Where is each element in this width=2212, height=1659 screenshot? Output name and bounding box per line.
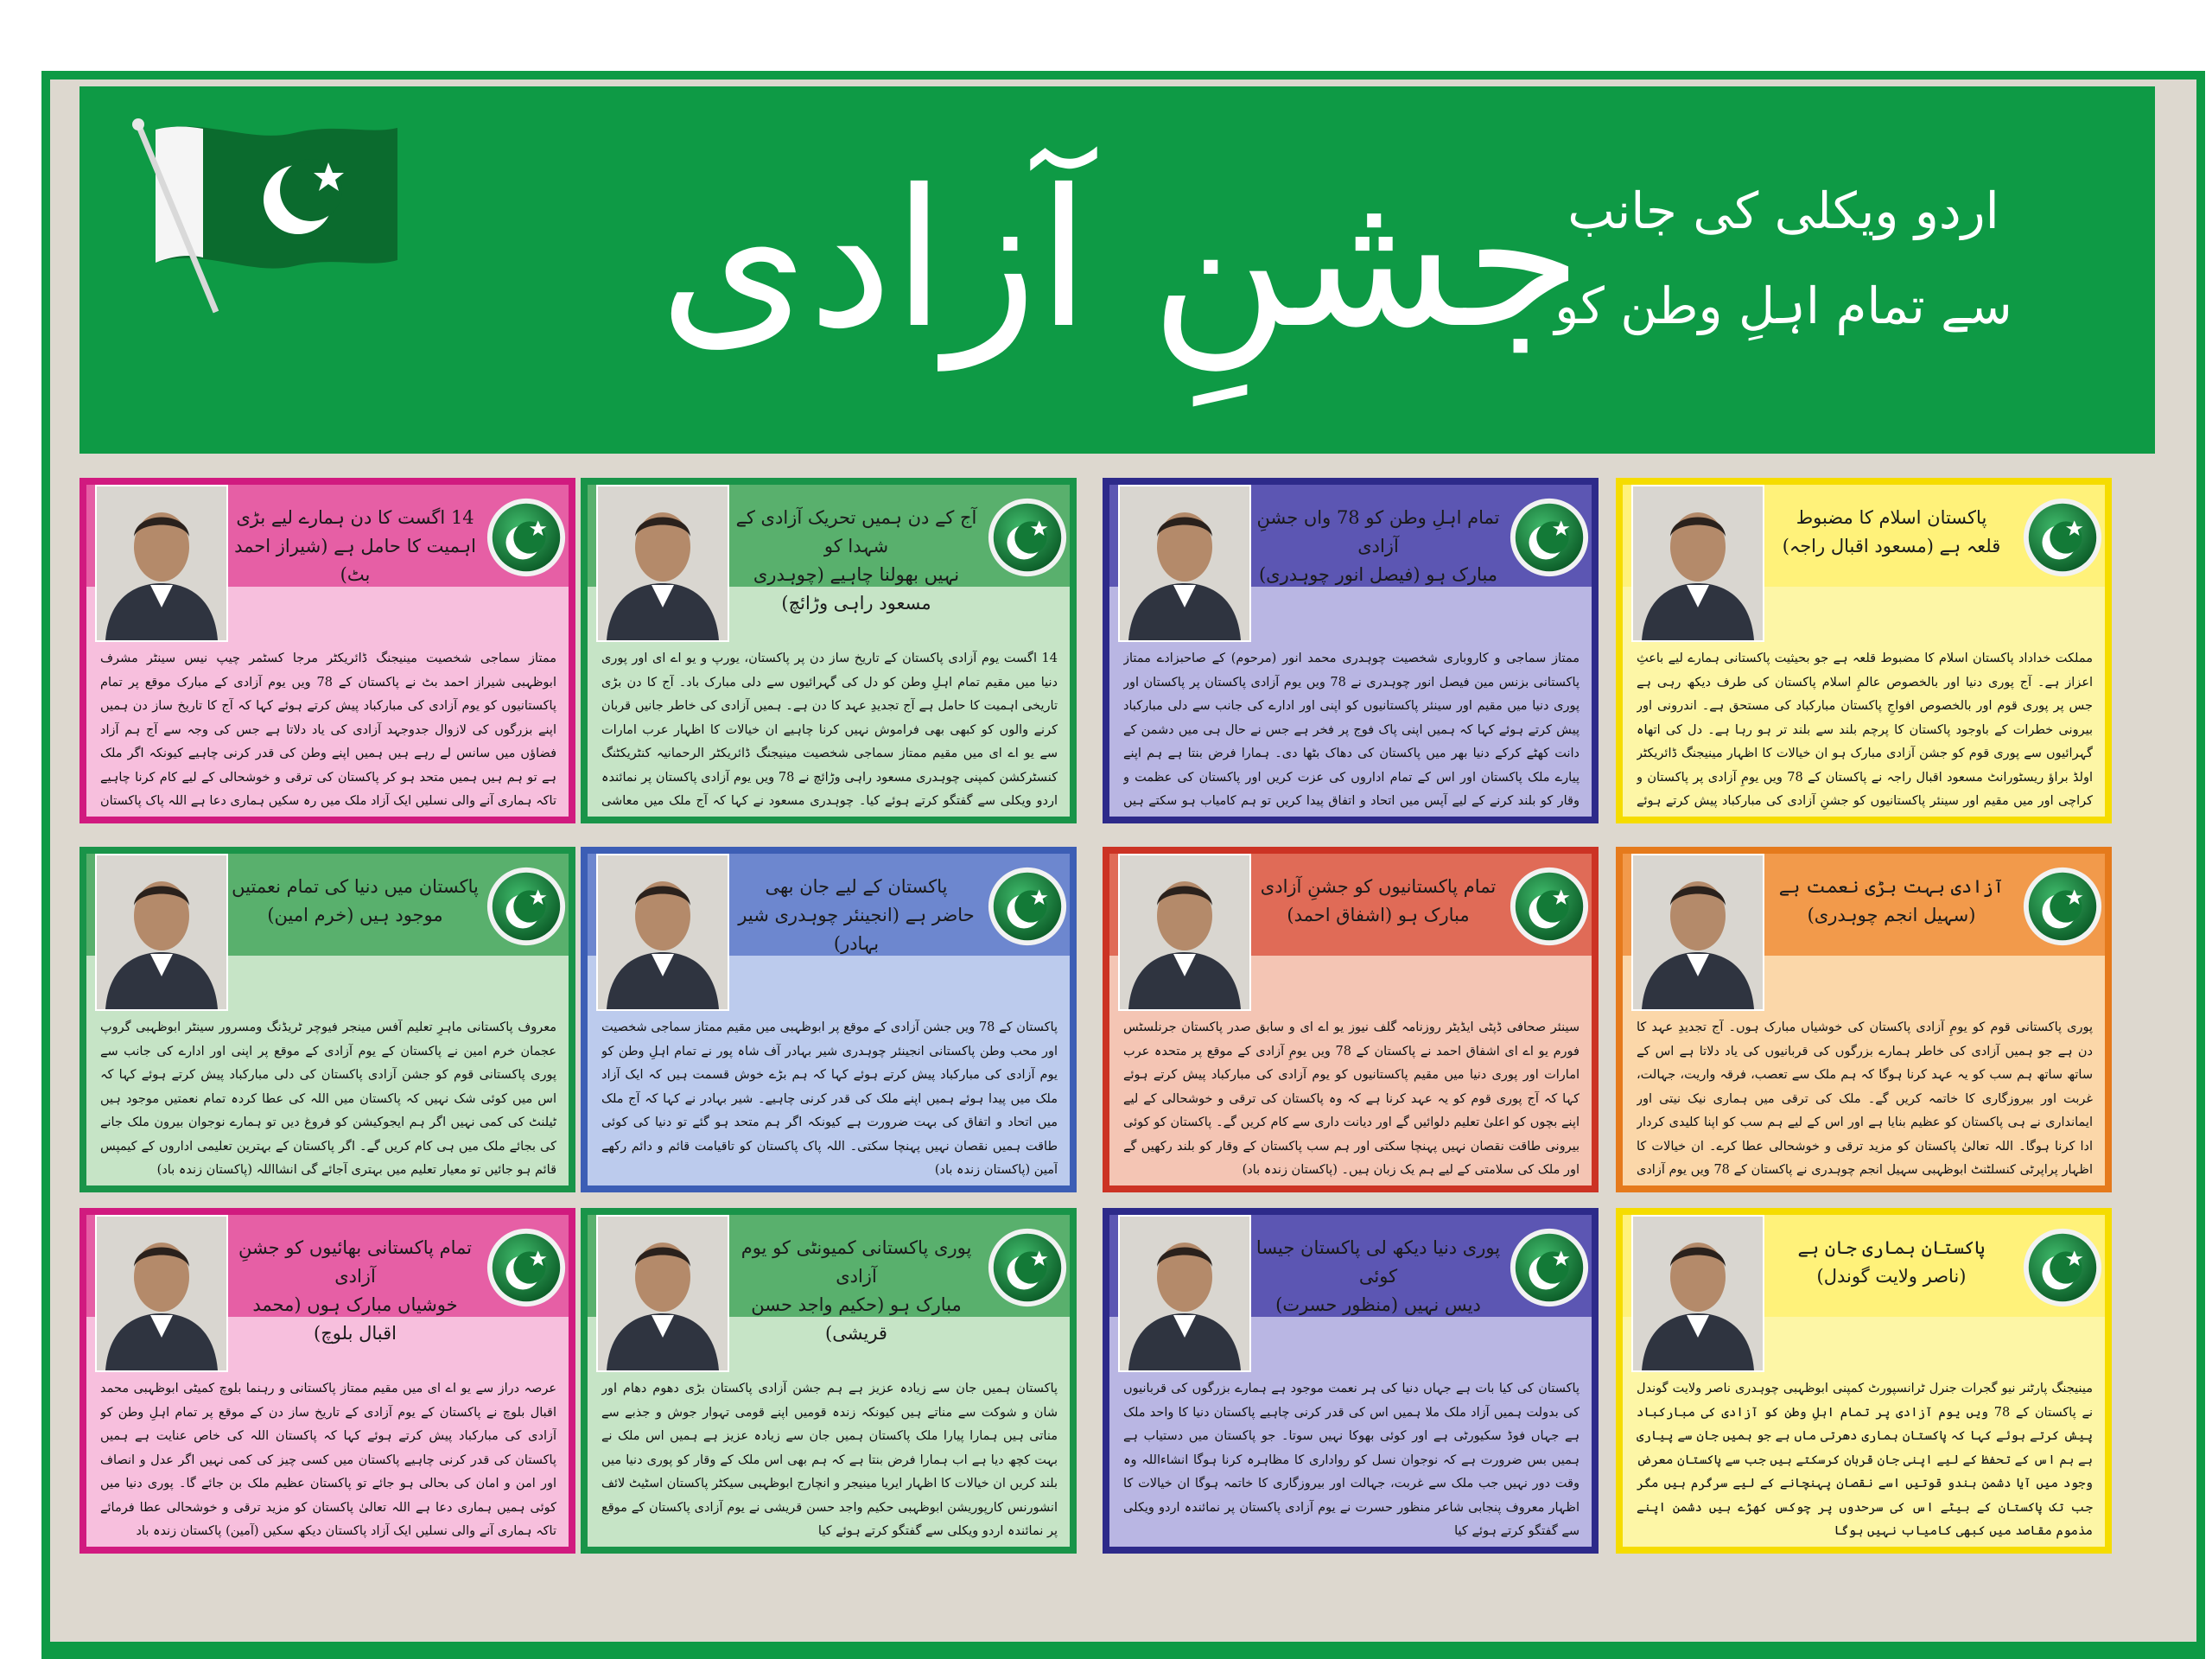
moon-star-badge-icon xyxy=(2020,495,2105,580)
portrait-silhouette-icon xyxy=(1633,1217,1763,1370)
portrait-photo xyxy=(1631,854,1764,1011)
card-heading xyxy=(232,504,479,589)
card-heading-line-1: تمام پاکستانی بھائیوں کو جشنِ آزادی xyxy=(238,1237,473,1287)
pakistan-flag-icon xyxy=(121,118,406,316)
card-heading xyxy=(1255,873,1502,930)
card-heading-line-1: پاکستان کے لیے جان بھی xyxy=(765,876,948,897)
moon-star-badge-icon xyxy=(484,1225,569,1310)
portrait-silhouette-icon xyxy=(97,855,226,1009)
card-body-text: پاکستان ہمیں جان سے زیادہ عزیز ہے ہم جشن آزادی پاکستان بڑی دھوم دھام اور شان و شوکت سے مناتے ہیں کیونکہ زندہ قومیں اپنے قومی تہوار جوش و جذبے سے مناتی ہیں ہمارا پیارا ملک پاکستان ہمیں جان سے زیادہ عزیز ہے ہمیں اس ملک نے بہت کچھ دیا ہے اب ہمارا فرض بنتا ہے کہ ہم بھی اس ملک کے وقار کو پوری دنیا میں بلند کریں ان خیالات کا اظہار ایریا مینیجر و انچارج ابوظہبی سیکٹر پاکستان اسٹیٹ لائف انشورنس کارپوریشن ابوظہبی حکیم واجد حسن قریشی نے یوم آزادی پاکستان کے موقع پر نمائندہ اردو ویکلی سے گفتگو کرتے ہوئے کیا xyxy=(601,1382,1058,1538)
message-card xyxy=(1103,1208,1599,1554)
message-card xyxy=(1103,847,1599,1192)
card-heading-line-2: (سہیل انجم چوہدری) xyxy=(1807,905,1976,925)
portrait-silhouette-icon xyxy=(1120,1217,1249,1370)
message-card xyxy=(1616,1208,2112,1554)
moon-star-badge-icon xyxy=(1507,864,1592,949)
portrait-silhouette-icon xyxy=(97,1217,226,1370)
message-card xyxy=(79,478,575,823)
portrait-silhouette-icon xyxy=(1120,855,1249,1009)
portrait-photo xyxy=(1118,485,1251,642)
portrait-silhouette-icon xyxy=(598,1217,728,1370)
portrait-silhouette-icon xyxy=(1633,486,1763,640)
portrait-photo xyxy=(95,1215,228,1372)
portrait-photo xyxy=(95,485,228,642)
card-body-text: 14 اگست یوم آزادی پاکستان کے تاریخ ساز دن پر پاکستان، یورپ و یو اے ای اور پوری دنیا میں مقیم تمام اہلِ وطن کو دل کی گہرائیوں سے دلی مبارک باد۔ آج کا دن بڑی تاریخی اہمیت کا حامل ہے آج تجدیدِ عہد کا دن ہے۔ ہمیں آزادی کی خاطر جانیں قربان کرنے والوں کو کبھی بھی فراموش نہیں کرنا چاہیے ان خیالات کا اظہار عرب امارات سے یو اے ای میں مقیم ممتاز سماجی شخصیت مینیجنگ ڈائریکٹر الرحمانیہ کنٹریکٹنگ کنسٹرکشن کمپنی چوہدری مسعود راہی وڑائچ نے 78 ویں یوم آزادی پاکستان پر نمائندہ اردو ویکلی سے گفتگو کرتے ہوئے کیا۔ چوہدری مسعود نے کہا کہ آج ملک میں معاشی xyxy=(601,652,1058,808)
card-body-text: پاکستان کے 78 ویں جشن آزادی کے موقع پر ابوظہبی میں مقیم ممتاز سماجی شخصیت اور محب وطن پاکستانی انجینئر چوہدری شیر بہادر آف شاہ پور نے تمام اہلِ وطن کو یوم آزادی کی مبارکباد پیش کرتے ہوئے کہا کہ ہم بڑے خوش قسمت ہیں کہ ایک آزاد ملک میں پیدا ہوئے ہمیں اپنے ملک کی قدر کرنی چاہیے۔ شیر بہادر نے کہا کہ آج ملک میں اتحاد و اتفاق کی بہت ضرورت ہے کیونکہ اگر ہم متحد ہو گئے تو دنیا کی کوئی طاقت ہمیں نقصان نہیں پہنچا سکتی۔ اللہ پاک پاکستان کو تاقیامت قائم و دائم رکھے آمین (پاکستان زندہ باد) xyxy=(601,1020,1058,1177)
moon-star-badge-icon xyxy=(484,864,569,949)
portrait-photo xyxy=(596,1215,729,1372)
card-body-text: سینئر صحافی ڈپٹی ایڈیٹر روزنامہ گلف نیوز یو اے ای و سابق صدر پاکستان جرنلسٹس فورم یو اے ای اشفاق احمد نے پاکستان کے 78 ویں یومِ آزادی کے موقع پر متحدہ عرب امارات اور پوری دنیا میں مقیم پاکستانیوں کو یوم آزادی کی مبارکباد پیش کرتے ہوئے کہا کہ آج پوری قوم کو یہ عہد کرنا ہے کہ وہ پاکستان کی ترقی و خوشحالی کے لیے اپنے بچوں کو اعلیٰ تعلیم دلوائیں گے اور دیانت داری سے کام کریں گے۔ پاکستان کو کوئی بیرونی طاقت نقصان نہیں پہنچا سکتی اور ہم سب پاکستان کے وقار کو بلند رکھیں گے اور ملک کی سلامتی کے لیے ہم یک زبان ہیں۔ (پاکستان زندہ باد) xyxy=(1123,1020,1580,1177)
portrait-photo xyxy=(1118,854,1251,1011)
moon-star-badge-icon xyxy=(1507,1225,1592,1310)
card-heading-line-2: خوشیاں مبارک ہوں (محمد اقبال بلوچ) xyxy=(252,1294,458,1344)
moon-star-badge-icon xyxy=(2020,864,2105,949)
card-heading-line-2: قلعہ ہے (مسعود اقبال راجہ) xyxy=(1782,536,2001,556)
card-heading-line-1: تمام پاکستانیوں کو جشنِ آزادی xyxy=(1260,876,1497,897)
card-heading-line-2: مبارک ہو (فیصل انور چوہدری) xyxy=(1258,564,1498,585)
card-heading-line-2: نہیں بھولنا چاہیے (چوہدری مسعود راہی وڑائچ) xyxy=(753,564,960,613)
portrait-photo xyxy=(1631,485,1764,642)
card-heading-line-2: دیس نہیں (منظور حسرت) xyxy=(1275,1294,1481,1315)
header-banner xyxy=(79,86,2155,454)
portrait-photo xyxy=(596,485,729,642)
message-card xyxy=(581,478,1077,823)
moon-star-badge-icon xyxy=(985,495,1070,580)
card-heading-line-2: مبارک ہو (حکیم واجد حسن قریشی) xyxy=(751,1294,962,1344)
portrait-silhouette-icon xyxy=(1633,855,1763,1009)
card-heading xyxy=(1768,873,2015,930)
card-heading-line-2: اہمیت کا حامل ہے (شیراز احمد بٹ) xyxy=(234,536,476,585)
card-heading xyxy=(1255,1234,1502,1319)
message-card xyxy=(581,847,1077,1192)
card-heading xyxy=(733,873,980,958)
card-heading xyxy=(733,504,980,618)
card-heading-line-2: (ناصر ولایت گوندل) xyxy=(1816,1266,1967,1287)
card-body-text: ممتاز سماجی و کاروباری شخصیت چوہدری محمد انور (مرحوم) کے صاحبزادے ممتاز پاکستانی بزنس مین فیصل انور چوہدری نے 78 ویں یوم آزادی پاکستان پر پاکستان اور پوری دنیا میں مقیم اور سینئر پاکستانیوں کو اپنی اور ادارے کی جانب سے دلی مبارکباد پیش کرتے ہوئے کہا کہ ہمیں اپنی پاک فوج پر فخر ہے جس نے حال ہی میں دشمن کے دانت کھٹے کرکے دنیا بھر میں پاکستان کی دھاک بٹھا دی۔ ہمارا فرض بنتا ہے ہم اپنے پیارے ملک پاکستان اور اس کے تمام اداروں کی عزت کریں اور پاکستان کی عظمت و وقار کو بلند کرنے کے لیے آپس میں اتحاد و اتفاق پیدا کریں تو ہم کامیاب ہو سکتے ہیں xyxy=(1123,652,1580,808)
portrait-photo xyxy=(596,854,729,1011)
card-heading-line-1: آج کے دن ہمیں تحریک آزادی کے شہدا کو xyxy=(735,507,977,556)
message-card xyxy=(1616,478,2112,823)
portrait-photo xyxy=(95,854,228,1011)
portrait-silhouette-icon xyxy=(598,486,728,640)
card-body-text: پاکستان کی کیا بات ہے جہاں دنیا کی ہر نعمت موجود ہے ہمارے بزرگوں کی قربانیوں کی بدولت ہمیں آزاد ملک ملا ہمیں اس کی قدر کرنی چاہیے پاکستان دنیا کا واحد ملک ہے جہاں فوڈ سکیورٹی ہے اور کوئی بھوکا نہیں سوتا۔ جو پاکستان میں دستیاب ہے ہمیں بس ضرورت ہے کہ نوجوان نسل کو رواداری کا مظاہرہ کرنا ہوگا انشاءاللہ وہ وقت دور نہیں جب ملک سے غربت، جہالت اور بیروزگاری کا خاتمہ ہوگا ان خیالات کا اظہار معروف پنجابی شاعر منظور حسرت نے یوم آزادی پاکستان پر نمائندہ اردو ویکلی سے گفتگو کرتے ہوئے کیا xyxy=(1123,1382,1580,1538)
card-body-text: پوری پاکستانی قوم کو یومِ آزادی پاکستان کی خوشیاں مبارک ہوں۔ آج تجدیدِ عہد کا دن ہے جو ہمیں آزادی کی خاطر ہمارے بزرگوں کی قربانیوں کی یاد دلاتا ہے اس کے ساتھ ساتھ ہم سب کو یہ عہد کرنا ہوگا کہ ہم ملک سے تعصب، فرقہ واریت، جہالت، غربت اور بیروزگاری کا خاتمہ کریں گے۔ ملک کی ترقی میں ہماری نیک نیتی اور ایمانداری نے ہی پاکستان کو عظیم بنایا ہے اور اس کے لیے ہم سب کو اپنا کلیدی کردار ادا کرنا ہوگا۔ اللہ تعالیٰ پاکستان کو مزید ترقی و خوشحالی عطا کرے۔ ان خیالات کا اظہار پراپرٹی کنسلٹنٹ ابوظہبی سہیل انجم چوہدری نے پاکستان کے 78 ویں یوم آزادی xyxy=(1637,1020,2093,1177)
card-heading xyxy=(1768,504,2015,561)
moon-star-badge-icon xyxy=(985,864,1070,949)
portrait-silhouette-icon xyxy=(1120,486,1249,640)
card-heading-line-1: پاکستان میں دنیا کی تمام نعمتیں xyxy=(232,876,479,897)
card-heading-line-2: موجود ہیں (خرم امین) xyxy=(267,905,443,925)
card-body-text: معروف پاکستانی ماہرِ تعلیم آفس مینجر فیوچر ٹریڈنگ ومسرور سینٹر ابوظہبی گروپ عجمان خرم امین نے پاکستان کے یوم آزادی کے موقع پر اپنی اور ادارے کی جانب سے پوری پاکستانی قوم کو جشن آزادی پاکستان کی دلی مبارکباد پیش کرتے ہوئے کہا کہ اس میں کوئی شک نہیں کہ پاکستان میں اللہ کی عطا کردہ تمام نعمتیں موجود ہیں ٹیلنٹ کی کمی نہیں اگر ہم ایجوکیشن کو فروغ دیں تو ہمارے نوجوان بیرون ملک جانے کی بجائے ملک میں ہی کام کریں گے۔ اگر پاکستان کے بہترین تعلیمی اداروں کے کیمپس قائم ہو جائیں تو معیار تعلیم میں بہتری آجائے گی انشااللہ (پاکستان زندہ باد) xyxy=(100,1020,556,1177)
card-heading-line-1: آزادی بہت بڑی نعمت ہے xyxy=(1778,876,2005,897)
card-heading-line-1: پاکستان ہماری جان ہے xyxy=(1797,1237,1986,1258)
moon-star-badge-icon xyxy=(985,1225,1070,1310)
card-heading xyxy=(232,1234,479,1348)
message-card xyxy=(1103,478,1599,823)
card-body-text: مینیجنگ پارٹنر نیو گجرات جنرل ٹرانسپورٹ کمپنی ابوظہبی چوہدری ناصر ولایت گوندل نے پاکستان کے 78 ویں یوم آزادی پر تمام اہلِ وطن کو آزادی کی مبارکباد پیش کرتے ہوئے کہا کہ پاکستان ہماری دھرتی ماں ہے جو ہمیں جان سے پیاری ہے ہم اس کے تحفظ کے لیے اپنی جان قربان کرسکتے ہیں جب سے پاکستان معرض وجود میں آیا دشمن ہندو قوتیں اسے نقصان پہنچانے کے لیے سرگرم ہیں مگر جب تک پاکستان کے بیٹے اس کی سرحدوں پر چوکس کھڑے ہیں دشمن اپنے مذموم مقاصد میں کبھی کامیاب نہیں ہوگا xyxy=(1637,1382,2093,1538)
message-card xyxy=(1616,847,2112,1192)
portrait-photo xyxy=(1118,1215,1251,1372)
portrait-photo xyxy=(1631,1215,1764,1372)
message-card xyxy=(79,1208,575,1554)
card-heading-line-1: تمام اہلِ وطن کو 78 واں جشنِ آزادی xyxy=(1256,507,1500,556)
card-heading-line-1: پوری دنیا دیکھ لی پاکستان جیسا کوئی xyxy=(1255,1237,1501,1287)
card-body-text: مملکت خداداد پاکستان اسلام کا مضبوط قلعہ ہے جو بحیثیت پاکستانی ہمارے لیے باعثِ اعزاز ہے۔ آج پوری دنیا اور بالخصوص عالمِ اسلام پاکستان کی طرف دیکھ رہی ہے جس پر پوری قوم اور بالخصوص افواجِ پاکستان مبارکباد کی مستحق ہے۔ اندرونی اور بیرونی خطرات کے باوجود پاکستان کا پرچم بلند سے بلند تر ہو رہا ہے۔ دل کی اتھاہ گہرائیوں سے پوری قوم کو جشن آزادی مبارک ہو ان خیالات کا اظہار مینیجنگ ڈائریکٹر اولڈ براؤ ریسٹورانٹ مسعود اقبال راجہ نے پاکستان کے 78 ویں یومِ آزادی پر پاکستان و کراچی اور میں مقیم اور سینئر پاکستانیوں کو جشنِ آزادی کی مبارکباد پیش کرتے ہوئے xyxy=(1637,652,2093,808)
moon-star-badge-icon xyxy=(484,495,569,580)
card-heading-line-1: پوری پاکستانی کمیونٹی کو یوم آزادی xyxy=(741,1237,972,1287)
card-body-text: عرصہ دراز سے یو اے ای میں مقیم ممتاز پاکستانی و رہنما بلوچ کمیٹی ابوظہبی محمد اقبال بلوچ نے پاکستان کے یوم آزادی کے تاریخ ساز دن کے موقع پر تمام اہلِ وطن کو آزادی کی مبارکباد پیش کرتے ہوئے کہا کہ پاکستان اللہ کی خاص عنایت ہے ہمیں پاکستان کی قدر کرنی چاہیے پاکستان میں کسی چیز کی کمی نہیں اگر عدل و انصاف اور امن و امان کی بحالی ہو جائے تو پاکستان عظیم ملک بن جائے گا۔ پوری دنیا میں کوئی ہمیں ہماری دعا ہے اللہ تعالیٰ پاکستان کو مزید ترقی و خوشحالی عطا فرمائے تاکہ ہماری آنے والی نسلیں ایک آزاد پاکستان دیکھ سکیں (آمین) پاکستان زندہ باد xyxy=(100,1382,556,1538)
moon-star-badge-icon xyxy=(1507,495,1592,580)
card-heading xyxy=(733,1234,980,1348)
banner-title: جشنِ آزادی xyxy=(658,149,1583,370)
portrait-silhouette-icon xyxy=(598,855,728,1009)
banner-subtitle-1: اردو ویکلی کی جانب xyxy=(1567,181,1999,240)
message-card xyxy=(581,1208,1077,1554)
message-card xyxy=(79,847,575,1192)
card-heading-line-1: 14 اگست کا دن ہمارے لیے بڑی xyxy=(236,507,474,528)
card-heading-line-2: مبارک ہو (اشفاق احمد) xyxy=(1287,905,1470,925)
card-heading-line-1: پاکستان اسلام کا مضبوط xyxy=(1796,507,1987,528)
card-heading-line-2: حاضر ہے (انجینئر چوہدری شیر بہادر) xyxy=(738,905,975,954)
card-heading xyxy=(1768,1234,2015,1291)
banner-subtitle-2: سے تمام اہلِ وطن کو xyxy=(1554,276,2012,335)
portrait-silhouette-icon xyxy=(97,486,226,640)
card-heading xyxy=(1255,504,1502,589)
moon-star-badge-icon xyxy=(2020,1225,2105,1310)
footer-strip xyxy=(41,1642,2205,1659)
card-body-text: ممتاز سماجی شخصیت مینیجنگ ڈائریکٹر مرجا کسٹمر چیپ نیس سینٹر مشرف ابوظہبی شیراز احمد بٹ نے پاکستان کے 78 ویں یوم آزادی کے مبارک موقع پر تمام پاکستانیوں کو یوم آزادی کی مبارکباد پیش کرتے ہوئے کہا کہ آج کا تاریخ ساز دن ہمیں اپنے بزرگوں کی لازوال جدوجہد آزادی کی یاد دلاتا ہے جس کی وجہ سے آج ہم آزاد فضاؤں میں سانس لے رہے ہیں ہمیں اپنے وطن کی قدر کرنی چاہیے کیونکہ اگر ملک ہے تو ہم ہیں ہمیں متحد ہو کر پاکستان کی ترقی و خوشحالی کے لیے کام کرنا چاہیے تاکہ ہماری آنے والی نسلیں ایک آزاد ملک میں رہ سکیں ہماری دعا ہے اللہ پاک پاکستان xyxy=(100,652,556,808)
card-heading xyxy=(232,873,479,930)
